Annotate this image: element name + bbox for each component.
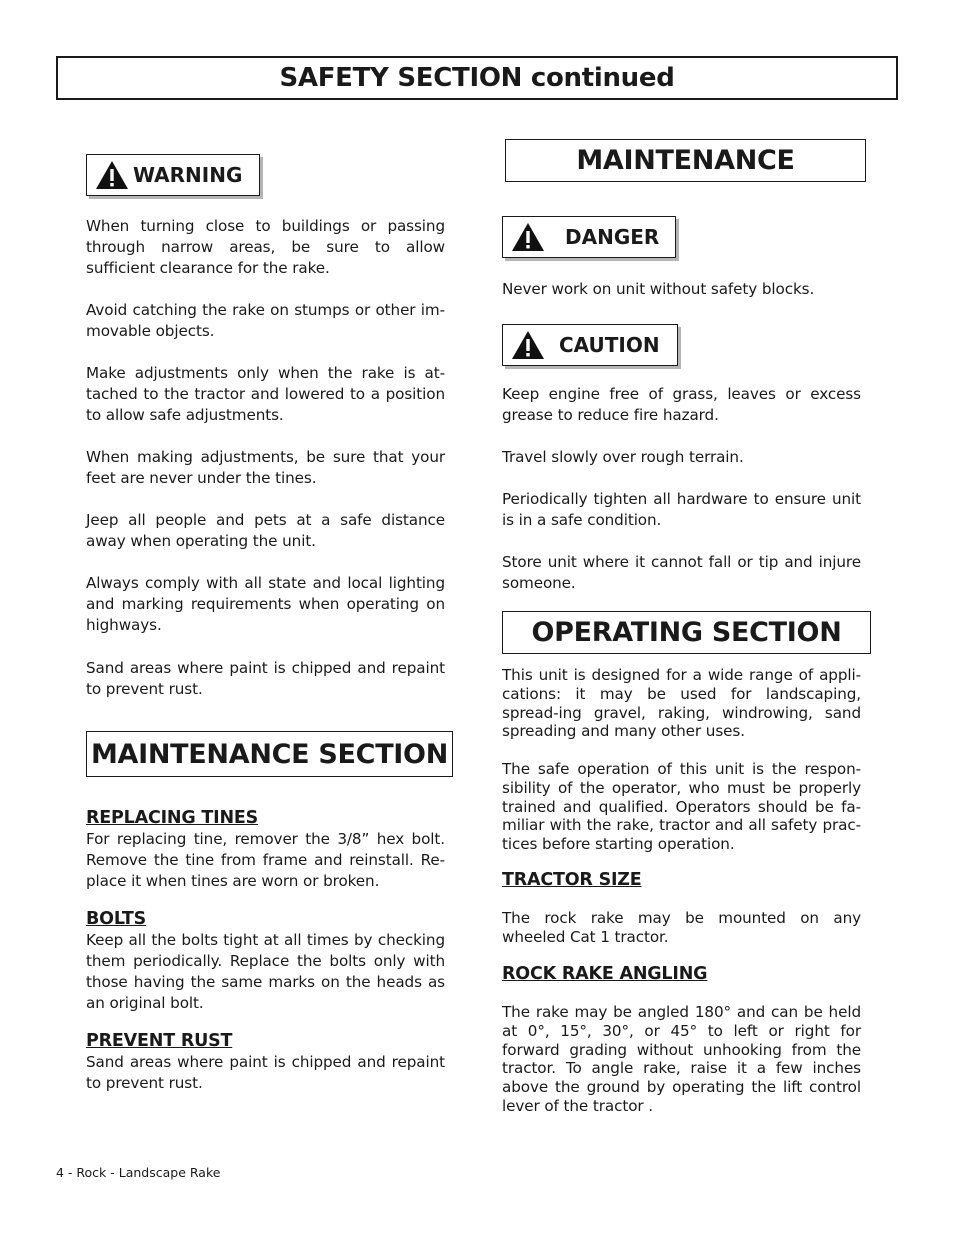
- maintenance-section-box: [86, 731, 453, 777]
- warning-paragraph: When turning close to buildings or passing through narrow areas, be sure to allow sufficient clearance for the rake.: [86, 217, 445, 277]
- warning-sign: [86, 154, 260, 196]
- warning-triangle-icon: [511, 222, 545, 252]
- caution-paragraph: Travel slowly over rough terrain.: [502, 448, 744, 466]
- page-title: SAFETY SECTION continued: [279, 63, 675, 93]
- replacing-tines-heading: REPLACING TINES: [86, 808, 259, 828]
- caution-label: CAUTION: [559, 333, 660, 357]
- maintenance-title: MAINTENANCE: [576, 145, 795, 176]
- prevent-rust-text: Sand areas where paint is chipped and repaint to prevent rust.: [86, 1053, 445, 1092]
- warning-paragraph: Always comply with all state and local lighting and marking requirements when operating on highways.: [86, 574, 445, 634]
- maintenance-section-title: MAINTENANCE SECTION: [90, 738, 449, 770]
- maintenance-box: [505, 139, 866, 182]
- rock-rake-angling-heading: ROCK RAKE ANGLING: [502, 964, 708, 984]
- rock-rake-angling-text: The rake may be angled 180° and can be held at 0°, 15°, 30°, or 45° to left or right for forward grading without unhooking from the tractor. To angle rake, raise it a few inches above the ground by operating the lift control lever of the tractor .: [502, 1003, 861, 1115]
- danger-text: Never work on unit without safety blocks.: [502, 280, 815, 298]
- page-footer: 4 - Rock - Landscape Rake: [56, 1165, 221, 1180]
- tractor-size-heading: TRACTOR SIZE: [502, 870, 642, 890]
- operating-section-title: OPERATING SECTION: [531, 617, 842, 648]
- warning-paragraph: Jeep all people and pets at a safe distance away when operating the unit.: [86, 511, 445, 550]
- caution-paragraph: Keep engine free of grass, leaves or excess grease to reduce fire hazard.: [502, 385, 861, 424]
- operating-paragraph: The safe operation of this unit is the respon-sibility of the operator, who must be properly trained and qualified. Operators should be fa-miliar with the rake, tractor and all safety prac-tices before starting operation.: [502, 760, 861, 854]
- warning-paragraph: When making adjustments, be sure that your feet are never under the tines.: [86, 448, 445, 487]
- danger-label: DANGER: [565, 225, 660, 249]
- tractor-size-text: The rock rake may be mounted on any wheeled Cat 1 tractor.: [502, 909, 861, 946]
- page-title-box: [56, 56, 898, 100]
- replacing-tines-text: For replacing tine, remover the 3/8” hex bolt. Remove the tine from frame and reinstall. Re-place it when tines are worn or broken.: [86, 830, 445, 890]
- warning-label: WARNING: [133, 163, 243, 187]
- bolts-text: Keep all the bolts tight at all times by checking them periodically. Replace the bolts only with those having the same marks on the heads as an original bolt.: [86, 931, 445, 1012]
- warning-paragraph: Avoid catching the rake on stumps or other im-movable objects.: [86, 301, 445, 340]
- caution-paragraph: Periodically tighten all hardware to ensure unit is in a safe condition.: [502, 490, 861, 529]
- danger-sign: [502, 216, 676, 258]
- operating-section-box: [502, 611, 871, 654]
- warning-triangle-icon: [511, 330, 545, 360]
- warning-triangle-icon: [95, 160, 129, 190]
- bolts-heading: BOLTS: [86, 909, 147, 929]
- warning-paragraph: Make adjustments only when the rake is at-tached to the tractor and lowered to a position to allow safe adjustments.: [86, 364, 445, 424]
- prevent-rust-heading: PREVENT RUST: [86, 1031, 233, 1051]
- caution-sign: [502, 324, 678, 366]
- warning-paragraph: Sand areas where paint is chipped and repaint to prevent rust.: [86, 659, 445, 698]
- operating-paragraph: This unit is designed for a wide range of appli-cations: it may be used for landscaping, spread-ing gravel, raking, windrowing, sand spreading and many other uses.: [502, 666, 861, 741]
- caution-paragraph: Store unit where it cannot fall or tip and injure someone.: [502, 553, 861, 592]
